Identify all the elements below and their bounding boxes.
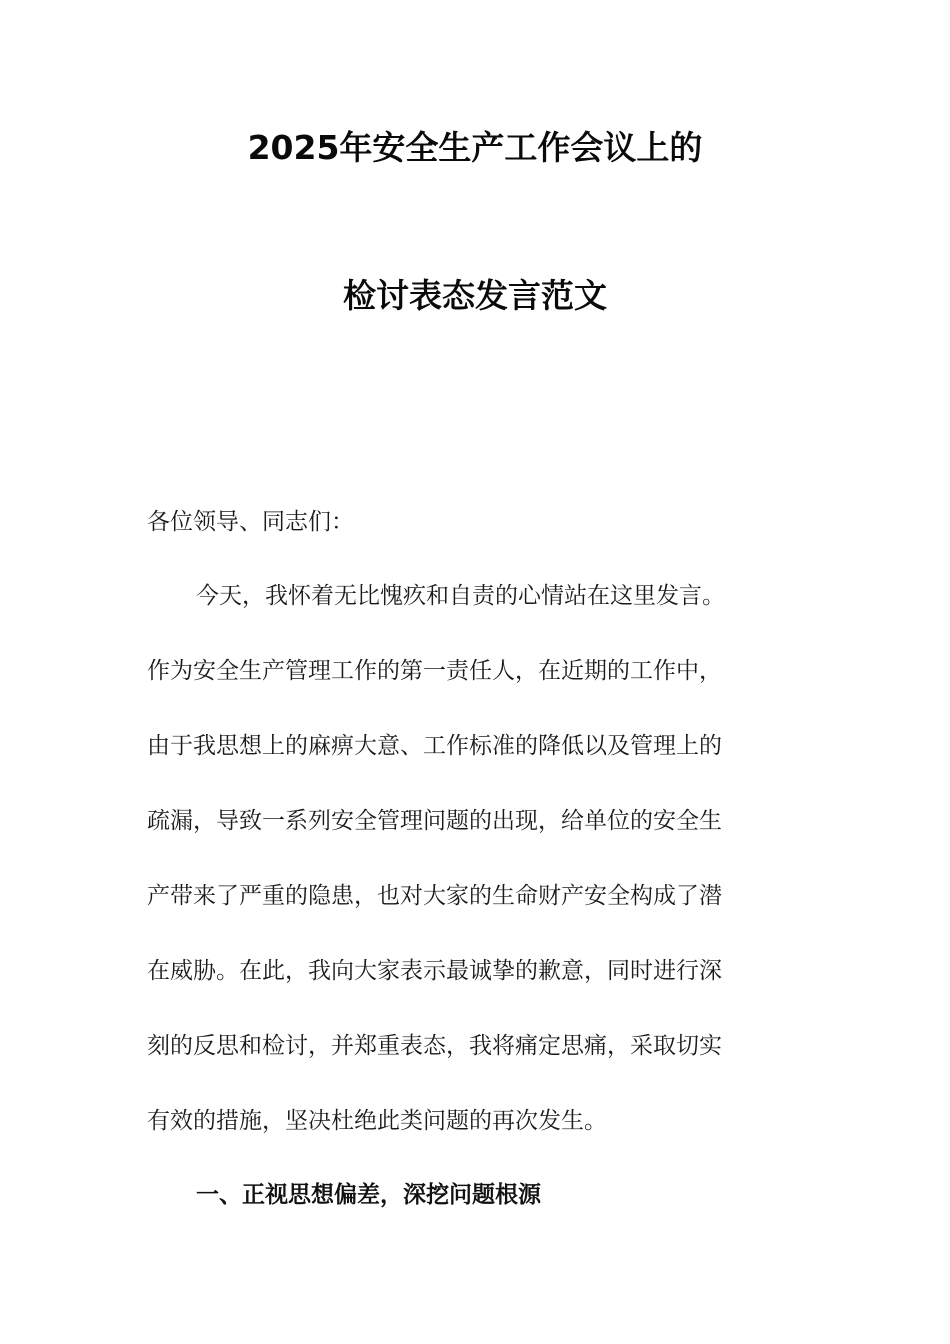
document-title-line-1: 2025年安全生产工作会议上的	[247, 128, 703, 167]
paragraph-line-6: 在威胁。在此，我向大家表示最诚挚的歉意，同时进行深	[147, 958, 722, 984]
paragraph-line-8: 有效的措施，坚决杜绝此类问题的再次发生。	[147, 1108, 607, 1134]
paragraph-line-4: 疏漏，导致一系列安全管理问题的出现，给单位的安全生	[147, 808, 722, 834]
salutation: 各位领导、同志们：	[147, 509, 354, 535]
document-title-line-2: 检讨表态发言范文	[343, 276, 607, 315]
paragraph-line-3: 由于我思想上的麻痹大意、工作标准的降低以及管理上的	[147, 733, 722, 759]
paragraph-line-7: 刻的反思和检讨，并郑重表态，我将痛定思痛，采取切实	[147, 1033, 722, 1059]
paragraph-line-5: 产带来了严重的隐患，也对大家的生命财产安全构成了潜	[147, 883, 722, 909]
section-heading-1: 一、正视思想偏差，深挖问题根源	[196, 1182, 541, 1208]
paragraph-line-1: 今天，我怀着无比愧疚和自责的心情站在这里发言。	[196, 583, 725, 609]
paragraph-line-2: 作为安全生产管理工作的第一责任人，在近期的工作中，	[147, 658, 722, 684]
